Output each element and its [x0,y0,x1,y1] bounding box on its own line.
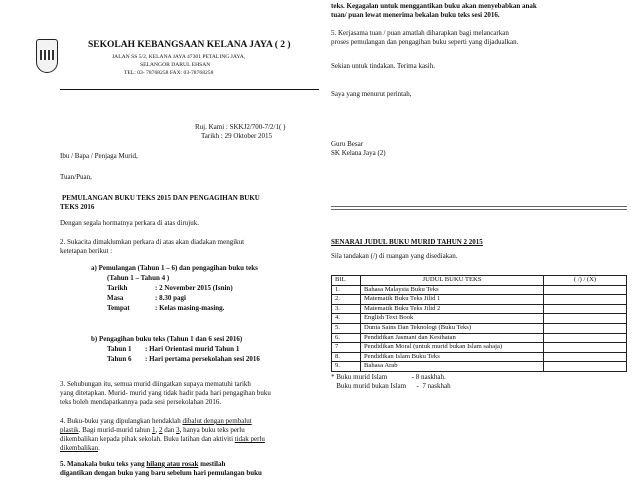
col-bil-header: BIL [332,276,361,286]
para4-underline-plastik: plastik [60,426,79,434]
row-checkbox-cell[interactable] [544,343,627,353]
para4-underline-year1: 1 [151,426,156,434]
continuation-line-1: teks. Kegagalan untuk menggantikan buku akan menyebabkan anak [331,2,537,10]
row-number: 6. [332,333,361,343]
item-a-place-label: Tempat [107,304,130,312]
cut-line-1 [331,206,627,207]
para2-line-1: 2. Sukacita dimaklumkan perkara di atas akan diadakan mengikut [60,238,245,246]
row-title: Matematik Buku Teks Jilid 2 [361,304,544,314]
row-checkbox-cell[interactable] [544,333,627,343]
school-name: SEKOLAH KEBANGSAAN KELANA JAYA ( 2 ) [88,40,291,50]
para4-text-end: . [98,444,100,452]
book-list-table [331,275,627,372]
item-b-year6-value: : Hari pertama persekolahan sesi 2016 [145,355,260,363]
note-muslim: * Buku murid Islam - 8 naskhah. [331,373,446,381]
para4-underline-dikembalikan: dikembalikan [60,444,99,452]
para5b-line-1: 5. Kerjasama tuan / puan amatlah diharapkan bagi melancarkan [331,29,509,37]
para2-line-2: ketetapan berikut : [60,247,113,255]
item-a-time-label: Masa [107,294,124,302]
item-b-year1-value: : Hari Orientasi murid Tahun 1 [145,345,240,353]
salutation-sir: Tuan/Puan, [60,173,92,181]
closing-obey: Saya yang menurut perintah, [331,90,412,98]
para5-block [60,460,312,478]
row-checkbox-cell[interactable] [544,295,627,305]
closing-school: SK Kelana Jaya (2) [331,149,386,157]
book-list-heading: SENARAI JUDUL BUKU MURID TAHUN 2 2015 [331,238,483,246]
note-non-muslim: Buku murid bukan Islam - 7 naskhah [331,382,451,390]
para4-underline-1: dibalut dengan pembalut [182,417,252,425]
col-mark-header: ( /) / (X) [544,276,627,286]
subject-line-1: PEMULANGAN BUKU TEKS 2015 DAN PENGAGIHAN BUKU [62,194,260,202]
item-a-block [91,263,306,313]
address-line-1: JALAN SS 5/2, KELANA JAYA 47301 PETALING JAYA, [112,54,246,60]
salutation-parents: Ibu / Bapa / Penjaga Murid, [60,152,138,160]
row-checkbox-cell[interactable] [544,314,627,324]
contact-line: TEL: 03- 78768258 FAX: 03-78768258 [124,70,214,76]
row-checkbox-cell[interactable] [544,362,627,372]
table-row [332,304,627,314]
row-number: 1. [332,285,361,295]
table-row [332,285,627,295]
row-title: Pendidikan Moral (untuk murid bukan Islam sahaja) [361,343,544,353]
row-title: Bahasa Malaysia Buku Teks [361,285,544,295]
para4-line-3: dikembalikan kepada pihak sekolah. Buku latihan dan aktiviti [60,435,235,443]
row-checkbox-cell[interactable] [544,323,627,333]
item-a-title: a) Pemulangan (Tahun 1 – 6) dan pengagihan buku teks [91,264,258,272]
para4-text-e: , hanya buku teks perlu [179,426,245,434]
item-a-place-value: : Kelas masing-masing. [155,304,225,312]
reference-date: Tarikh : 29 Oktober 2015 [201,132,273,140]
item-b-year1-label: Tahun 1 [107,345,132,353]
table-row [332,343,627,353]
table-row [332,333,627,343]
para4-underline-year2: 2 [158,426,163,434]
row-title: English Text Book [361,314,544,324]
continuation-block [331,2,627,20]
right-column [319,0,638,493]
item-b-title: b) Pengagihan buku teks (Tahun 1 dan 6 sesi 2016) [91,335,243,343]
row-title: Matematik Buku Teks Jilid 1 [361,295,544,305]
row-title: Pendidikan Islam Buku Teks [361,352,544,362]
letterhead-divider [60,89,319,90]
para5-line-1: 5. Manakala buku teks yang [60,460,147,468]
address-line-2: SELANGOR DARUL EHSAN [140,62,211,68]
para5-line-1-end: mestilah [198,460,226,468]
para4-text-c: , [155,426,159,434]
table-row [332,295,627,305]
table-row [332,314,627,324]
table-header-row [332,276,627,286]
cut-line-2 [331,209,627,210]
reference-number: Ruj. Kami : SKKJ2/700-7/2/1( ) [195,123,286,131]
row-number: 4. [332,314,361,324]
para3-line-1: 3. Sehubungan itu, semua murid diingatkan supaya mematuhi tarikh [60,380,251,388]
para5-underline-lost: hilang atau rosak [146,460,199,468]
continuation-line-2: tuan/ puan lewat menerima bekalan buku teks sesi 2016. [331,11,500,19]
row-number: 2. [332,295,361,305]
row-checkbox-cell[interactable] [544,352,627,362]
row-number: 9. [332,362,361,372]
row-number: 3. [332,304,361,314]
reference-block [195,123,313,141]
row-title: Pendidikan Jasmani dan Kesihatan [361,333,544,343]
para3-line-2: yang ditetapkan. Murid- murid yang tidak hadir pada hari pengagihan buku [60,389,271,397]
para4-underline-tidak-perlu: tidak perlu [234,435,265,443]
row-number: 7 [332,343,361,353]
row-number: 5. [332,323,361,333]
closing-guru-besar: Guru Besar [331,140,364,148]
para4-text-d: dan [162,426,177,434]
book-list-instruction: Sila tandakan (/) di ruangan yang disediakan. [331,252,458,260]
item-a-date-value: : 2 November 2015 (Isnin) [155,284,233,292]
item-b-year6-label: Tahun 6 [107,355,132,363]
subject-line-2: TEKS 2016 [60,203,95,211]
para4-underline-year3: 3 [176,426,180,434]
para4-line-1: 4. Buku-buku yang dipulangkan hendaklah [60,417,183,425]
col-title-header: JUDUL BUKU TEKS [361,276,544,286]
row-title: Dunia Sains Dan Teknologi (Buku Teks) [361,323,544,333]
table-row [332,362,627,372]
para5b-block [331,29,627,47]
para3-block [60,380,312,407]
closing-thanks: Sekian untuk tindakan. Terima kasih. [331,62,435,70]
table-row [332,323,627,333]
para5-line-2: digantikan dengan buku yang baru sebelum hari pemulangan buku [60,469,262,477]
para5b-line-2: proses pemulangan dan pengagihan buku seperti yang dijadualkan. [331,38,519,46]
table-row [332,352,627,362]
item-a-time-value: : 8.30 pagi [155,294,186,302]
item-a-date-label: Tarikh [107,284,128,292]
para4-text-b: . Bagi murid-murid tahun [78,426,152,434]
item-a-subtitle: (Tahun 1 – Tahun 4 ) [107,274,170,282]
row-checkbox-cell[interactable] [544,304,627,314]
school-crest-icon [36,39,58,73]
para3-line-3: teks boleh mendapatkannya pada sesi persekolahan 2016. [60,398,222,406]
row-checkbox-cell[interactable] [544,285,627,295]
intro-text: Dengan segala hormatnya perkara di atas dirujuk. [60,219,199,227]
item-b-block [91,334,306,364]
row-title: Bahasa Arab [361,362,544,372]
row-number: 8. [332,352,361,362]
para4-block [60,417,312,453]
